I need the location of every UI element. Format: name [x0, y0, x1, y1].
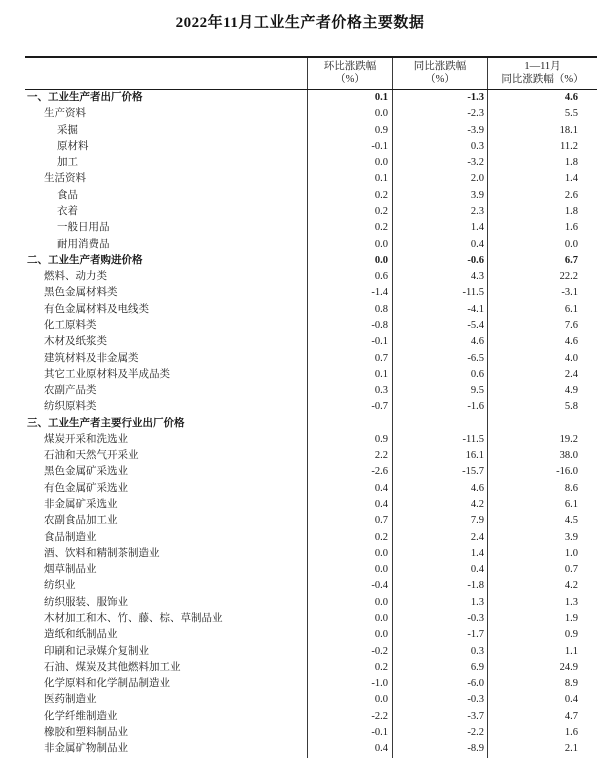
header-mom-line2: （%） — [335, 73, 365, 85]
row-label: 其它工业原材料及半成品类 — [44, 368, 170, 380]
table-row — [25, 546, 597, 562]
row-mom-value: 0.0 — [307, 106, 392, 122]
row-ytd-value: 22.2 — [487, 269, 597, 285]
row-mom-value: -0.8 — [307, 318, 392, 334]
row-ytd-value: 18.1 — [487, 123, 597, 139]
row-ytd-value: 1.3 — [487, 595, 597, 611]
row-label: 纺织原料类 — [44, 401, 97, 413]
row-mom-value: 0.0 — [307, 611, 392, 627]
row-yoy-value: -11.5 — [392, 285, 487, 301]
row-mom-value: 0.0 — [307, 692, 392, 708]
row-mom-value: 0.9 — [307, 123, 392, 139]
row-yoy-value: -1.6 — [392, 399, 487, 415]
row-yoy-value: -6.5 — [392, 351, 487, 367]
row-mom-value: 0.0 — [307, 253, 392, 269]
row-yoy-value: 2.0 — [392, 171, 487, 187]
row-mom-value: 0.3 — [307, 383, 392, 399]
row-ytd-value: 0.0 — [487, 237, 597, 253]
table-row — [25, 237, 597, 253]
row-yoy-value: -1.3 — [392, 90, 487, 106]
row-yoy-value: -6.0 — [392, 676, 487, 692]
table-row — [25, 725, 597, 741]
row-yoy-value: 1.3 — [392, 595, 487, 611]
row-label: 石油、煤炭及其他燃料加工业 — [44, 661, 181, 673]
row-mom-value: -1.4 — [307, 285, 392, 301]
row-ytd-value: 1.8 — [487, 204, 597, 220]
table-row — [25, 220, 597, 236]
row-ytd-value: 19.2 — [487, 432, 597, 448]
row-label: 烟草制品业 — [44, 564, 97, 576]
table-row — [25, 171, 597, 187]
row-yoy-value: -0.3 — [392, 611, 487, 627]
row-yoy-value: 0.4 — [392, 237, 487, 253]
table-row — [25, 595, 597, 611]
row-yoy-value: -0.3 — [392, 692, 487, 708]
table-row — [25, 416, 597, 432]
row-mom-value: 0.2 — [307, 660, 392, 676]
row-ytd-value: 4.9 — [487, 383, 597, 399]
header-yoy-column — [392, 58, 487, 89]
row-yoy-value: 9.5 — [392, 383, 487, 399]
table-row — [25, 578, 597, 594]
table-row — [25, 497, 597, 513]
row-label: 耐用消费品 — [57, 238, 110, 250]
row-mom-value: -0.2 — [307, 644, 392, 660]
row-label: 石油和天然气开采业 — [44, 450, 139, 462]
table-row — [25, 530, 597, 546]
row-ytd-value: 1.6 — [487, 725, 597, 741]
row-yoy-value: 0.6 — [392, 367, 487, 383]
header-ytd-line2: 同比涨跌幅（%） — [501, 73, 584, 85]
row-ytd-value: 7.6 — [487, 318, 597, 334]
row-yoy-value: -1.8 — [392, 578, 487, 594]
row-label: 食品制造业 — [44, 531, 97, 543]
row-mom-value: 0.1 — [307, 90, 392, 106]
table-row — [25, 351, 597, 367]
table-row — [25, 399, 597, 415]
row-ytd-value: 4.6 — [487, 90, 597, 106]
row-yoy-value: -4.1 — [392, 302, 487, 318]
row-ytd-value: 3.9 — [487, 530, 597, 546]
table-row — [25, 660, 597, 676]
row-label: 煤炭开采和洗选业 — [44, 433, 128, 445]
table-row — [25, 676, 597, 692]
row-yoy-value: -15.7 — [392, 464, 487, 480]
row-yoy-value: 0.4 — [392, 562, 487, 578]
row-ytd-value: -16.0 — [487, 464, 597, 480]
row-mom-value: 0.0 — [307, 155, 392, 171]
row-label: 化学原料和化学制品制造业 — [44, 678, 170, 690]
table-row — [25, 692, 597, 708]
row-yoy-value: 1.4 — [392, 220, 487, 236]
row-label: 农副产品类 — [44, 385, 97, 397]
row-ytd-value: 4.0 — [487, 351, 597, 367]
row-label: 生产资料 — [44, 108, 86, 120]
row-ytd-value: 0.9 — [487, 627, 597, 643]
table-row — [25, 611, 597, 627]
row-mom-value: -0.7 — [307, 399, 392, 415]
page-title: 2022年11月工业生产者价格主要数据 — [175, 15, 425, 31]
row-label: 衣着 — [57, 205, 78, 217]
header-ytd-column — [487, 58, 597, 89]
row-ytd-value: 0.4 — [487, 692, 597, 708]
row-yoy-value: 16.1 — [392, 448, 487, 464]
header-ytd-line1: 1—11月 — [524, 61, 561, 72]
table-row — [25, 253, 597, 269]
table-row — [25, 204, 597, 220]
row-yoy-value: -2.2 — [392, 725, 487, 741]
row-label: 造纸和纸制品业 — [44, 629, 118, 641]
row-mom-value: 0.0 — [307, 237, 392, 253]
row-ytd-value: 4.6 — [487, 334, 597, 350]
row-yoy-value: 4.2 — [392, 497, 487, 513]
row-label: 原材料 — [57, 140, 89, 152]
row-mom-value: -2.6 — [307, 464, 392, 480]
row-mom-value: 0.8 — [307, 302, 392, 318]
table-row — [25, 188, 597, 204]
row-label: 燃料、动力类 — [44, 271, 107, 283]
table-body — [25, 90, 597, 758]
row-label: 化学纤维制造业 — [44, 710, 118, 722]
row-label: 三、工业生产者主要行业出厂价格 — [27, 417, 185, 429]
table-row — [25, 383, 597, 399]
row-yoy-value: -2.3 — [392, 106, 487, 122]
row-mom-value: 0.1 — [307, 367, 392, 383]
row-label: 橡胶和塑料制品业 — [44, 726, 128, 738]
row-ytd-value: 8.9 — [487, 676, 597, 692]
row-yoy-value: 7.9 — [392, 513, 487, 529]
row-yoy-value: -3.7 — [392, 709, 487, 725]
table-row — [25, 627, 597, 643]
row-label: 黑色金属材料类 — [44, 287, 118, 299]
table-row — [25, 302, 597, 318]
table-row — [25, 741, 597, 757]
row-label: 纺织业 — [44, 580, 76, 592]
header-yoy-line2: （%） — [425, 73, 455, 85]
row-ytd-value: 1.9 — [487, 611, 597, 627]
row-ytd-value: 4.7 — [487, 709, 597, 725]
row-yoy-value: 0.3 — [392, 644, 487, 660]
table-header — [25, 58, 597, 90]
row-yoy-value: 4.6 — [392, 334, 487, 350]
row-mom-value: 0.7 — [307, 351, 392, 367]
row-ytd-value: 24.9 — [487, 660, 597, 676]
row-yoy-value: -11.5 — [392, 432, 487, 448]
row-label: 印刷和记录媒介复制业 — [44, 645, 149, 657]
row-yoy-value: 4.3 — [392, 269, 487, 285]
row-yoy-value: 0.3 — [392, 139, 487, 155]
row-mom-value: 0.0 — [307, 595, 392, 611]
row-mom-value: -0.1 — [307, 725, 392, 741]
row-ytd-value: 2.1 — [487, 741, 597, 757]
row-label: 一、工业生产者出厂价格 — [27, 92, 143, 103]
row-label: 农副食品加工业 — [44, 515, 118, 527]
row-mom-value: 0.2 — [307, 204, 392, 220]
row-ytd-value: 8.6 — [487, 481, 597, 497]
table-row — [25, 285, 597, 301]
row-yoy-value — [392, 416, 487, 432]
row-yoy-value: -1.7 — [392, 627, 487, 643]
row-ytd-value: 1.6 — [487, 220, 597, 236]
row-ytd-value: 6.1 — [487, 302, 597, 318]
row-mom-value: 0.1 — [307, 171, 392, 187]
row-mom-value: 0.2 — [307, 188, 392, 204]
table-row — [25, 334, 597, 350]
row-yoy-value: 2.3 — [392, 204, 487, 220]
row-mom-value: 0.2 — [307, 220, 392, 236]
row-ytd-value: 0.7 — [487, 562, 597, 578]
row-mom-value: 0.2 — [307, 530, 392, 546]
row-yoy-value: 2.4 — [392, 530, 487, 546]
row-yoy-value: 3.9 — [392, 188, 487, 204]
row-label: 木材加工和木、竹、藤、棕、草制品业 — [44, 613, 223, 624]
row-mom-value: 0.9 — [307, 432, 392, 448]
row-ytd-value: 1.0 — [487, 546, 597, 562]
row-ytd-value: 38.0 — [487, 448, 597, 464]
row-mom-value — [307, 416, 392, 432]
row-mom-value: 0.4 — [307, 741, 392, 757]
row-label: 化工原料类 — [44, 319, 97, 331]
row-ytd-value: 1.4 — [487, 171, 597, 187]
row-label: 非金属矿采选业 — [44, 499, 118, 511]
header-label-column — [25, 58, 307, 89]
row-yoy-value: -3.2 — [392, 155, 487, 171]
table-row — [25, 513, 597, 529]
table-row — [25, 318, 597, 334]
row-yoy-value: 6.9 — [392, 660, 487, 676]
row-yoy-value: -3.9 — [392, 123, 487, 139]
table-row — [25, 367, 597, 383]
row-mom-value: -0.1 — [307, 139, 392, 155]
row-ytd-value: 5.8 — [487, 399, 597, 415]
table-row — [25, 139, 597, 155]
data-table — [25, 56, 597, 758]
row-label: 有色金属材料及电线类 — [44, 303, 149, 315]
row-ytd-value: 2.6 — [487, 188, 597, 204]
header-yoy-line1: 同比涨跌幅 — [413, 61, 467, 72]
row-label: 一般日用品 — [57, 222, 110, 234]
row-mom-value: 0.0 — [307, 627, 392, 643]
row-mom-value: 2.2 — [307, 448, 392, 464]
row-yoy-value: -5.4 — [392, 318, 487, 334]
row-yoy-value: 1.4 — [392, 546, 487, 562]
row-label: 纺织服装、服饰业 — [44, 596, 128, 608]
row-ytd-value — [487, 416, 597, 432]
row-mom-value: -2.2 — [307, 709, 392, 725]
table-row — [25, 644, 597, 660]
table-row — [25, 709, 597, 725]
row-mom-value: 0.4 — [307, 497, 392, 513]
row-label: 酒、饮料和精制茶制造业 — [44, 547, 160, 559]
table-row — [25, 123, 597, 139]
row-ytd-value: 5.5 — [487, 106, 597, 122]
row-mom-value: 0.7 — [307, 513, 392, 529]
row-mom-value: -0.4 — [307, 578, 392, 594]
row-label: 建筑材料及非金属类 — [44, 352, 139, 364]
row-label: 医药制造业 — [44, 694, 97, 706]
row-label: 有色金属矿采选业 — [44, 482, 128, 494]
row-ytd-value: 6.1 — [487, 497, 597, 513]
row-label: 木材及纸浆类 — [44, 336, 107, 348]
row-mom-value: 0.6 — [307, 269, 392, 285]
row-label: 生活资料 — [44, 173, 86, 185]
table-row — [25, 562, 597, 578]
row-yoy-value: -0.6 — [392, 253, 487, 269]
row-ytd-value: 11.2 — [487, 139, 597, 155]
row-label: 食品 — [57, 189, 78, 201]
row-label: 非金属矿物制品业 — [44, 743, 128, 755]
table-row — [25, 432, 597, 448]
row-label: 二、工业生产者购进价格 — [27, 254, 143, 266]
row-ytd-value: 6.7 — [487, 253, 597, 269]
row-ytd-value: -3.1 — [487, 285, 597, 301]
row-yoy-value: -8.9 — [392, 741, 487, 757]
table-row — [25, 155, 597, 171]
row-ytd-value: 4.2 — [487, 578, 597, 594]
table-row — [25, 269, 597, 285]
row-yoy-value: 4.6 — [392, 481, 487, 497]
row-mom-value: 0.4 — [307, 481, 392, 497]
row-ytd-value: 1.1 — [487, 644, 597, 660]
row-mom-value: -0.1 — [307, 334, 392, 350]
row-label: 黑色金属矿采选业 — [44, 466, 128, 478]
row-label: 采掘 — [57, 124, 78, 136]
table-row — [25, 90, 597, 106]
header-mom-column — [307, 58, 392, 89]
header-mom-line1: 环比涨跌幅 — [323, 61, 377, 72]
row-ytd-value: 4.5 — [487, 513, 597, 529]
row-ytd-value: 1.8 — [487, 155, 597, 171]
row-ytd-value: 2.4 — [487, 367, 597, 383]
table-row — [25, 481, 597, 497]
table-row — [25, 448, 597, 464]
table-row — [25, 464, 597, 480]
row-label: 加工 — [57, 157, 78, 169]
row-mom-value: 0.0 — [307, 546, 392, 562]
table-row — [25, 106, 597, 122]
row-mom-value: 0.0 — [307, 562, 392, 578]
row-mom-value: -1.0 — [307, 676, 392, 692]
